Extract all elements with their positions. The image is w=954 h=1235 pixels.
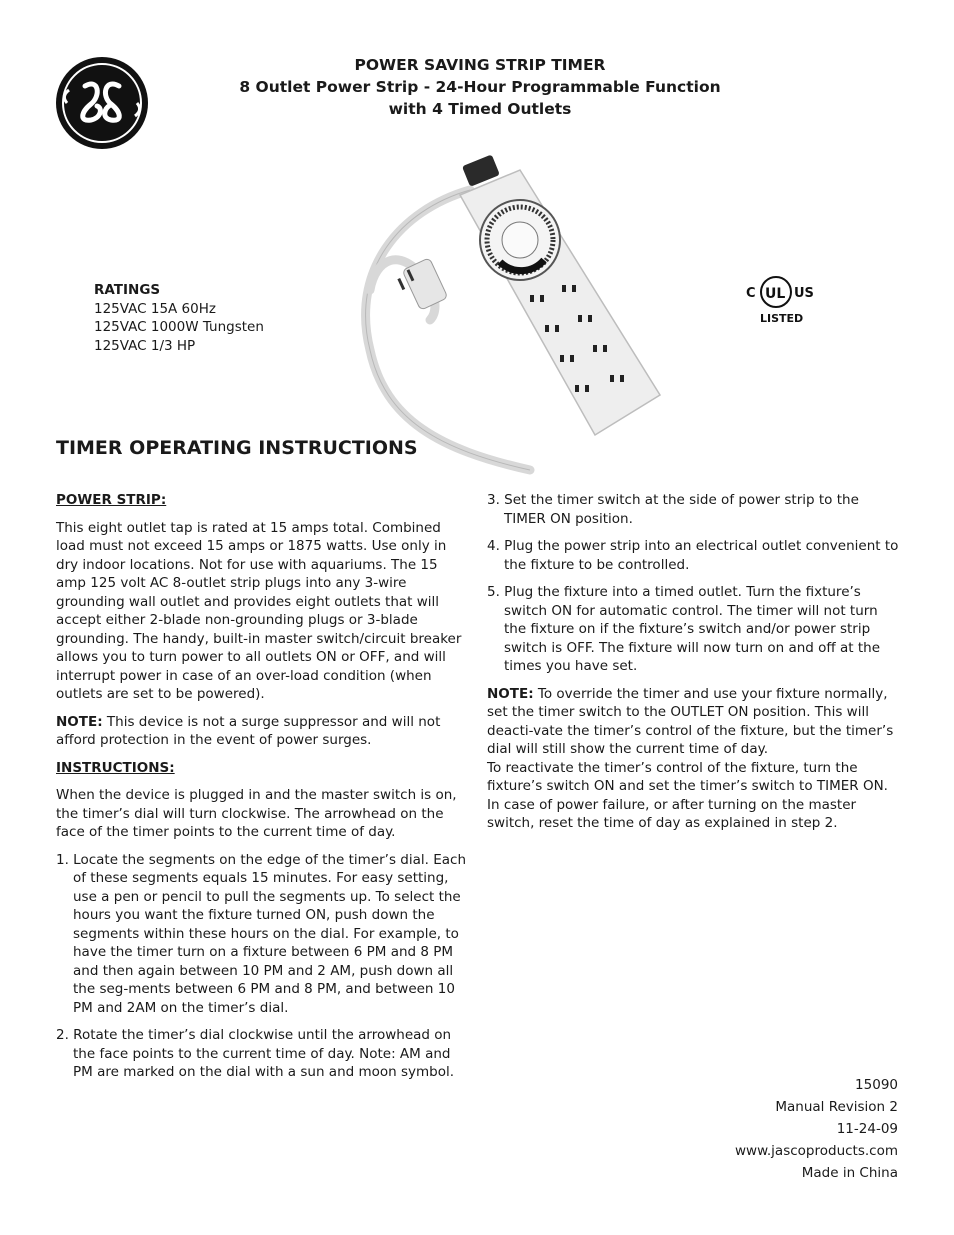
right-column (487, 491, 899, 842)
section-title: TIMER OPERATING INSTRUCTIONS (56, 437, 418, 459)
manual-revision: Manual Revision 2 (775, 1099, 898, 1115)
ul-c-letter: C (746, 286, 756, 301)
instruction-step-2: 2. Rotate the timer’s dial clockwise until the arrowhead on the face points to the current time of day. Note: AM and PM are marked on the dial with a sun and moon symbol. (56, 1027, 455, 1080)
origin-text: Made in China (801, 1165, 898, 1181)
note-text: This device is not a surge suppressor and will not afford protection in the event of power surges. (56, 713, 441, 748)
rating-line: 125VAC 15A 60Hz (94, 300, 216, 317)
instruction-step-1: 1. Locate the segments on the edge of the timer’s dial. Each of these segments equals 15 minutes. For easy setting, use a pen or pencil to pull the segments up. To select the hours you want the fixture turned ON, push down the segments within these hours on the dial. For example, to have the timer turn on a fixture between 6 PM and 8 PM and then again between 10 PM and 2 AM, push down all the seg-ments between 6 PM and 8 PM, and between 10 PM and 2AM on the timer’s dial. (56, 851, 467, 1016)
instructions-intro: When the device is plugged in and the master switch is on, the timer’s dial will turn clockwise. The arrowhead on the face of the timer points to the current time of day. (56, 787, 457, 840)
surge-note (56, 713, 470, 750)
reactivate-text: To reactivate the timer’s control of the fixture, turn the fixture’s switch ON and set the timer’s switch to TIMER ON. In case of power failure, or after turning on the master switch, reset the time of day as explained in step 2. (487, 759, 888, 831)
ul-us-letters: US (794, 286, 814, 301)
website-link[interactable]: www.jascoproducts.com (735, 1143, 898, 1159)
header-subtitle-2: with 4 Timed Outlets (388, 100, 572, 118)
header-title: POWER SAVING STRIP TIMER (354, 56, 606, 74)
left-column (56, 491, 470, 1091)
model-number: 15090 (855, 1077, 898, 1093)
header-subtitle: 8 Outlet Power Strip - 24-Hour Programmable Function (239, 78, 721, 96)
document-header (180, 54, 780, 120)
rating-line: 125VAC 1/3 HP (94, 337, 196, 354)
ratings-block (94, 281, 264, 355)
instructions-heading: INSTRUCTIONS: (56, 759, 175, 776)
ratings-title: RATINGS (94, 282, 161, 298)
ul-listed-text: LISTED (760, 312, 804, 325)
instruction-step-4: 4. Plug the power strip into an electrical outlet convenient to the fixture to be controlled. (487, 538, 899, 573)
note-label: NOTE: (56, 713, 103, 730)
ul-letters: UL (765, 286, 786, 302)
revision-date: 11-24-09 (836, 1121, 898, 1137)
override-note (487, 685, 899, 759)
power-strip-heading: POWER STRIP: (56, 492, 167, 508)
instruction-step-5: 5. Plug the fixture into a timed outlet. Turn the fixture’s switch ON for automatic control. The timer will not turn the fixture on if the fixture’s switch and/or power strip switch is OFF. The fixture will now turn on and off at the times you have set. (487, 584, 881, 674)
rating-line: 125VAC 1000W Tungsten (94, 319, 264, 335)
power-strip-text: This eight outlet tap is rated at 15 amps total. Combined load must not exceed 15 amps or 1875 watts. Use only in dry indoor locations. Not for use with aquariums. The 15 amp 125 volt AC 8-outlet strip plugs into any 3-wire grounding wall outlet and provides eight outlets that will accept either 2-blade non-grounding plugs or 3-blade grounding. The handy, built-in master switch/circuit breaker allows you to turn power to all outlets ON or OFF, and will interrupt power in case of an over-load condition (when outlets are set to be powered). (56, 519, 462, 702)
instruction-step-3: 3. Set the timer switch at the side of power strip to the TIMER ON position. (487, 492, 859, 527)
ge-logo-icon (55, 56, 149, 150)
note-text: To override the timer and use your fixture normally, set the timer switch to the OUTLET ON position. This will deacti-vate the timer’s control of the fixture, but the timer’s dial will still show the current time of day. (487, 685, 894, 757)
document-footer (735, 1074, 898, 1184)
ul-listed-mark (746, 268, 822, 326)
note-label: NOTE: (487, 685, 534, 702)
